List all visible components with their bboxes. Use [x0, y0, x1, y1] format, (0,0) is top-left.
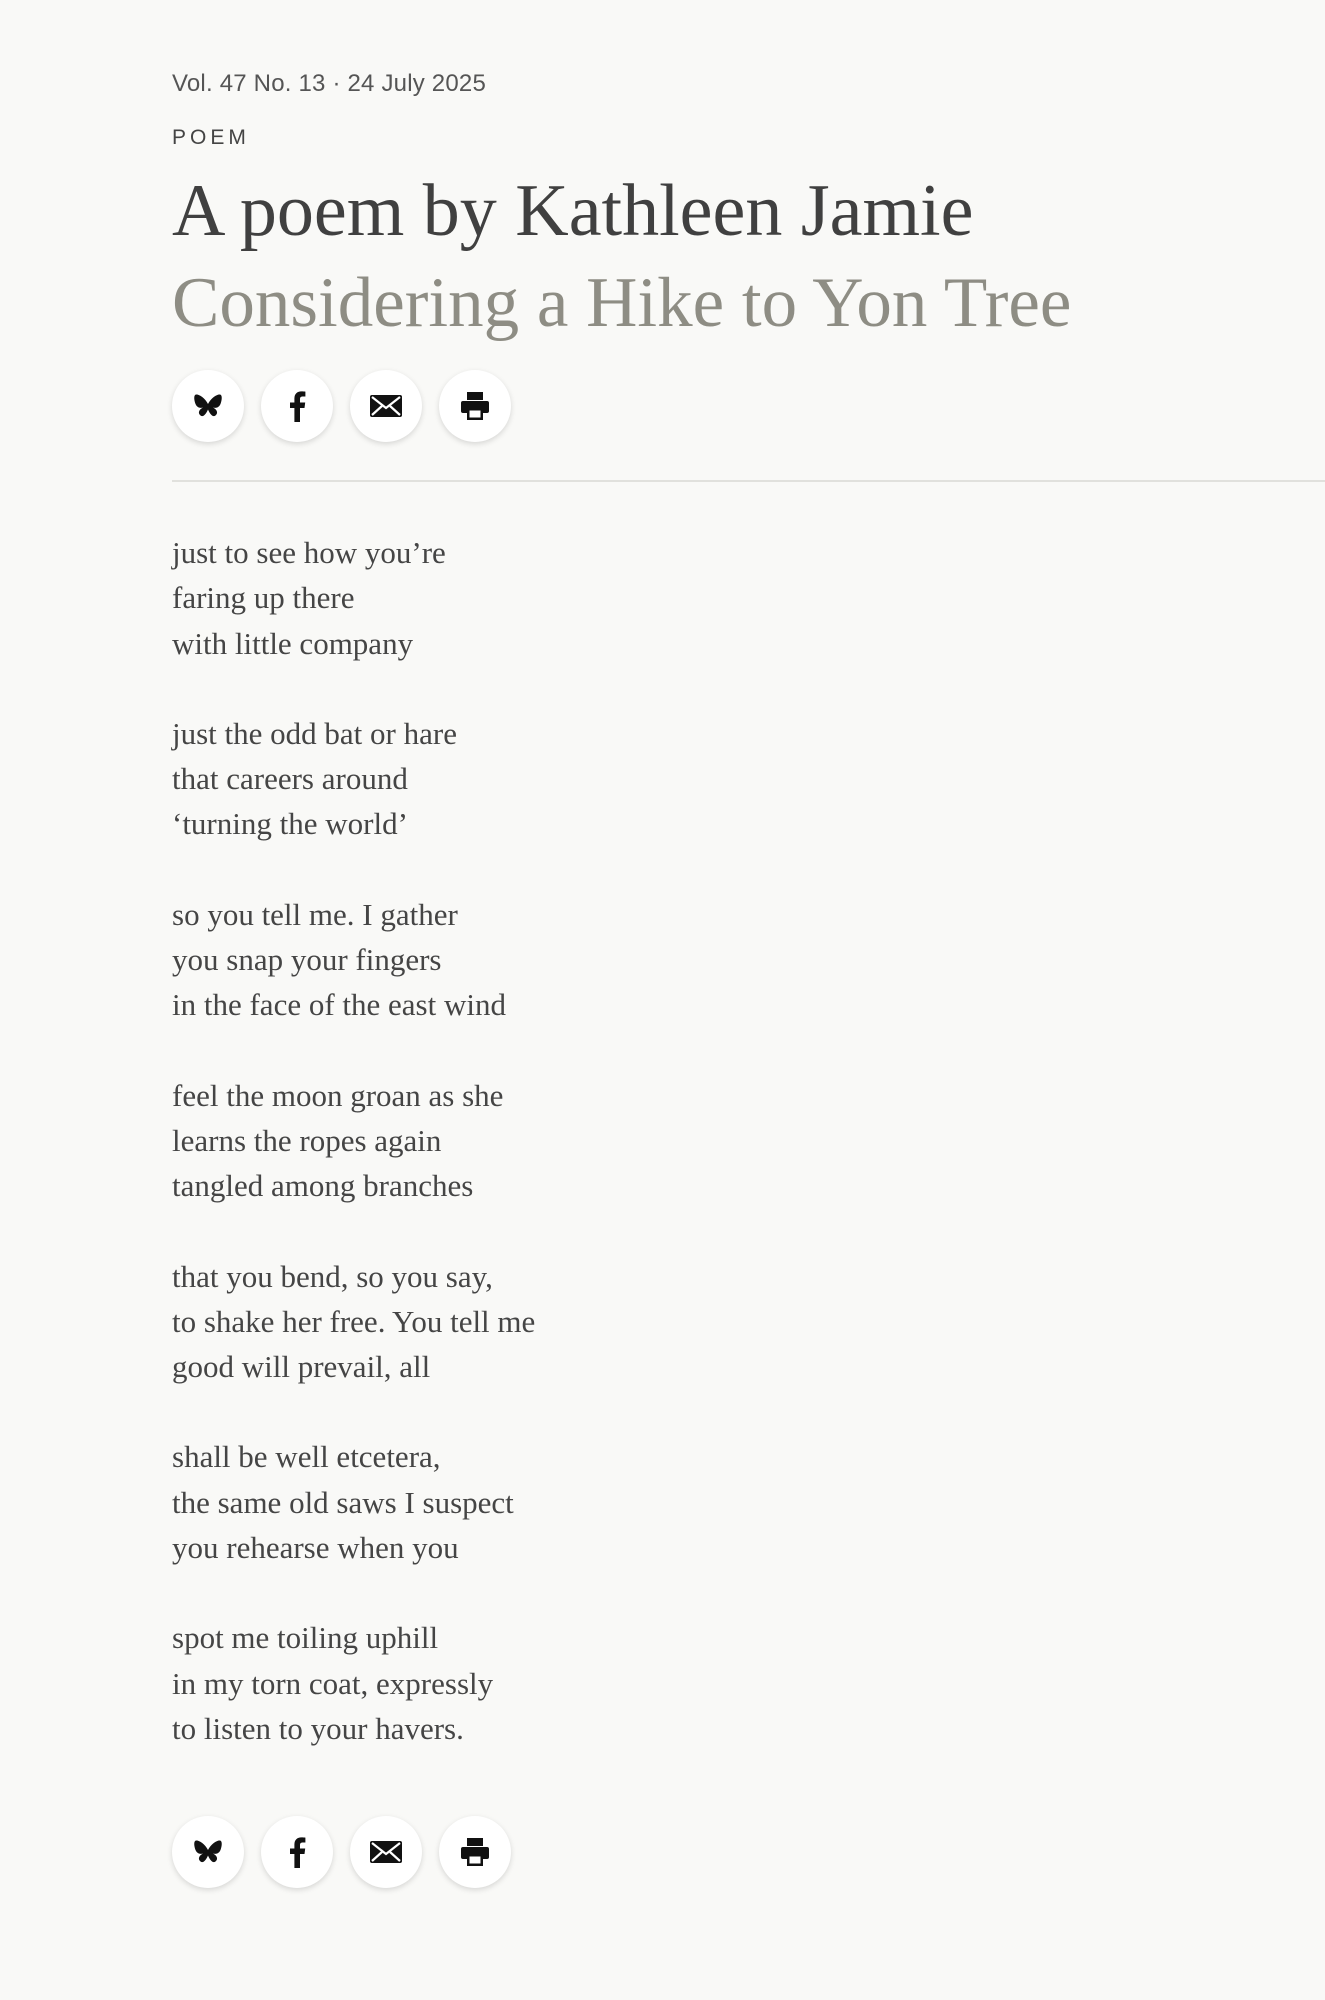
- print-icon: [460, 1837, 490, 1867]
- poem-line: that you bend, so you say,: [172, 1258, 493, 1294]
- facebook-icon: [288, 390, 306, 422]
- bluesky-icon: [193, 393, 223, 419]
- poem-line: faring up there: [172, 580, 355, 616]
- poem-line: to listen to your havers.: [172, 1710, 464, 1746]
- poem-line: good will prevail, all: [172, 1349, 431, 1385]
- poem-line: ‘turning the world’: [172, 806, 408, 842]
- poem-line: just the odd bat or hare: [172, 715, 457, 751]
- poem-line: shall be well etcetera,: [172, 1439, 441, 1475]
- facebook-share-button[interactable]: [261, 370, 333, 442]
- email-icon: [370, 1841, 402, 1863]
- poem-line: learns the ropes again: [172, 1122, 442, 1158]
- bluesky-share-button[interactable]: [172, 1816, 244, 1888]
- facebook-share-button[interactable]: [261, 1816, 333, 1888]
- poem-line: in my torn coat, expressly: [172, 1665, 494, 1701]
- page-title: A poem by Kathleen Jamie: [172, 170, 974, 252]
- issue-info: Vol. 47 No. 13 · 24 July 2025: [172, 70, 487, 97]
- poem-line: you rehearse when you: [172, 1530, 459, 1566]
- share-bar-bottom: [172, 1816, 511, 1888]
- stanza: [172, 530, 535, 666]
- poem-line: that careers around: [172, 761, 408, 797]
- email-share-button[interactable]: [350, 1816, 422, 1888]
- poem-line: in the face of the east wind: [172, 987, 506, 1023]
- poem-line: tangled among branches: [172, 1168, 474, 1204]
- poem-line: you snap your fingers: [172, 942, 442, 978]
- poem-title: Considering a Hike to Yon Tree: [172, 264, 1072, 342]
- poem-line: with little company: [172, 625, 414, 661]
- poem-line: spot me toiling uphill: [172, 1620, 439, 1656]
- print-button[interactable]: [439, 1816, 511, 1888]
- email-share-button[interactable]: [350, 370, 422, 442]
- email-icon: [370, 395, 402, 417]
- stanza: [172, 711, 535, 847]
- print-icon: [460, 391, 490, 421]
- facebook-icon: [288, 1836, 306, 1868]
- poem-line: to shake her free. You tell me: [172, 1303, 536, 1339]
- stanza: [172, 1615, 535, 1751]
- poem-body: [172, 530, 535, 1796]
- poem-line: just to see how you’re: [172, 535, 446, 570]
- stanza: [172, 1073, 535, 1209]
- stanza: [172, 1434, 535, 1570]
- poem-line: feel the moon groan as she: [172, 1077, 504, 1113]
- stanza: [172, 1254, 535, 1390]
- stanza: [172, 892, 535, 1028]
- poem-line: the same old saws I suspect: [172, 1484, 514, 1520]
- poem-line: so you tell me. I gather: [172, 896, 458, 932]
- section-label: POEM: [172, 126, 250, 149]
- share-bar-top: [172, 370, 511, 442]
- bluesky-share-button[interactable]: [172, 370, 244, 442]
- print-button[interactable]: [439, 370, 511, 442]
- bluesky-icon: [193, 1839, 223, 1865]
- divider: [172, 480, 1325, 482]
